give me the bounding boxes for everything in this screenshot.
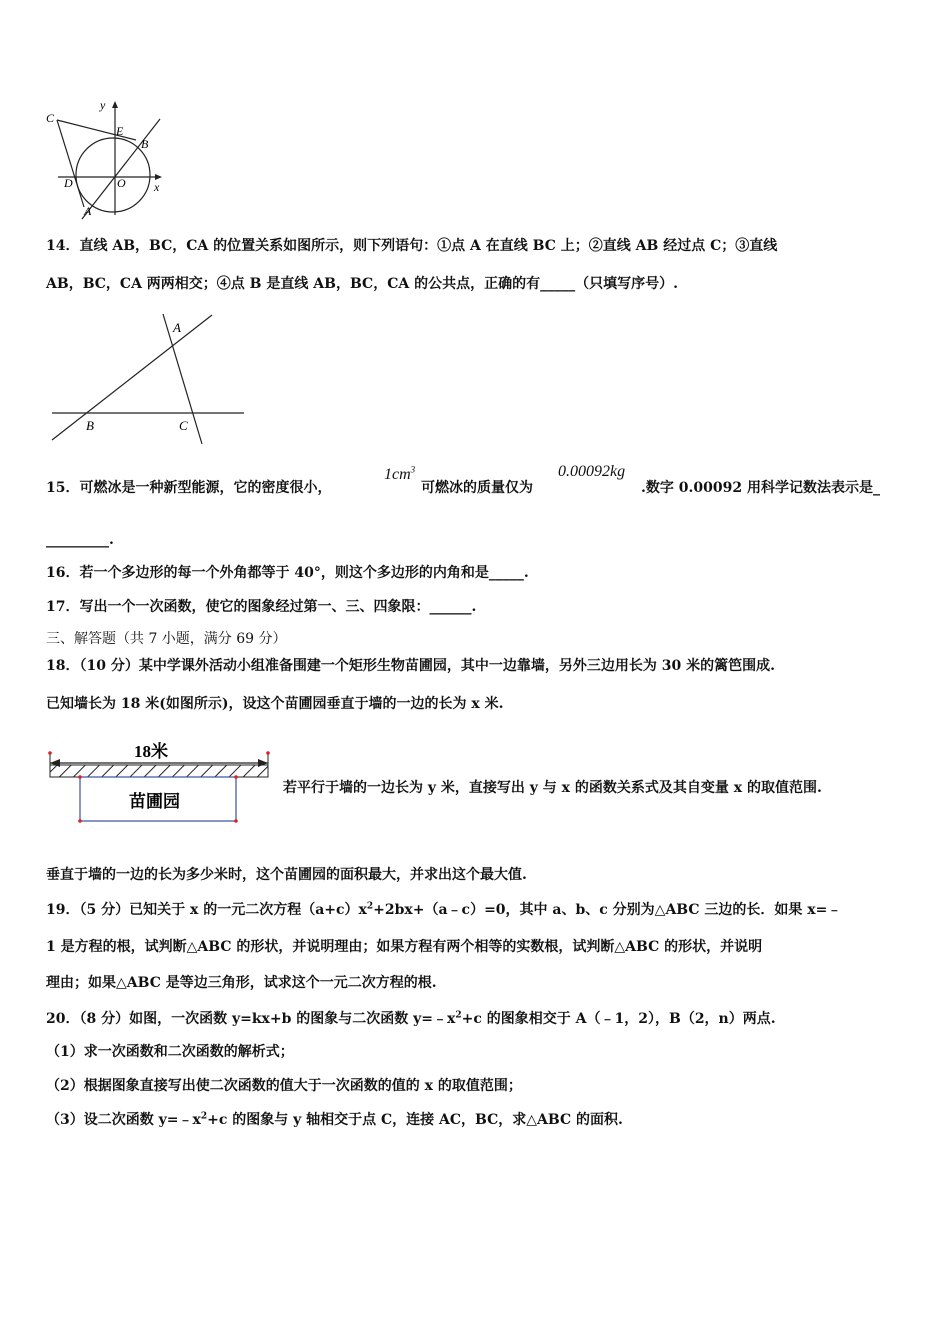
q14-lines-figure (48, 310, 248, 450)
q15-math-volume: $1cm^3$ (384, 464, 416, 483)
q13-label-a: A (84, 204, 92, 218)
q13-label-x: x (154, 180, 160, 194)
q14-label-a: A (173, 320, 181, 335)
q13-label-c: C (46, 111, 55, 125)
section-3-heading: 三、解答题（共 7 小题，满分 69 分） (46, 631, 287, 647)
q16: 16．若一个多边形的每一个外角都等于 40°，则这个多边形的内角和是_____. (46, 565, 529, 581)
q20-line1: 20．（8 分）如图，一次函数 y=kx+b 的图象与二次函数 $y=﹣x^2+c$ 的图象相交于 A（﹣1，2），B（2，n）两点. (46, 1010, 776, 1027)
q13-label-o: O (117, 176, 126, 190)
q18-wall-label: 18米 (134, 742, 168, 761)
q15-line2: _________. (46, 532, 114, 548)
q13-circle-figure (40, 95, 170, 225)
q19-line3: 理由；如果△ABC 是等边三角形，试求这个一元二次方程的根. (46, 975, 437, 991)
q13-label-b: B (141, 137, 149, 151)
q19-line1: 19．（5 分）已知关于 x 的一元二次方程$(a+c)x^2+2bx+(a﹣c)=0$，其中 a、b、c 分别为△ABC 三边的长．如果 x=﹣ (46, 901, 842, 918)
q20-sub3: （3）设二次函数 $y=﹣x^2+c$ 的图象与 y 轴相交于点 C，连接 AC，BC，求△ABC 的面积. (46, 1111, 623, 1128)
q14-line1: 14．直线 AB，BC，CA 的位置关系如图所示，则下列语句：①点 A 在直线 BC 上；②直线 AB 经过点 C；③直线 (46, 238, 778, 254)
q20-sub1: （1）求一次函数和二次函数的解析式； (46, 1044, 294, 1060)
q15-text-b: 可燃冰的质量仅为 (421, 480, 533, 496)
q19-line2: 1 是方程的根，试判断△ABC 的形状，并说明理由；如果方程有两个相等的实数根，试判断△ABC 的形状，并说明 (46, 939, 763, 955)
q15-math-mass: 0.00092kg (558, 463, 626, 480)
q18-garden-figure (44, 735, 280, 825)
q13-label-y: y (100, 98, 106, 112)
q15-text-a: 15．可燃冰是一种新型能源，它的密度很小， (46, 480, 332, 496)
q13-label-e: E (116, 124, 124, 138)
q18-side-text: 若平行于墙的一边长为 y 米，直接写出 y 与 x 的函数关系式及其自变量 x 的取值范围. (283, 780, 822, 796)
q13-label-d: D (64, 176, 73, 190)
q17: 17．写出一个一次函数，使它的图象经过第一、三、四象限：______. (46, 599, 477, 615)
q14-line2: AB，BC，CA 两两相交；④点 B 是直线 AB，BC，CA 的公共点，正确的有_____（只填写序号）. (46, 276, 678, 292)
q20-sub2: （2）根据图象直接写出使二次函数的值大于一次函数的值的 x 的取值范围； (46, 1078, 522, 1094)
q15-text-c: .数字 0.00092 用科学记数法表示是_ (641, 480, 880, 496)
q18-line2: 已知墙长为 18 米(如图所示)，设这个苗圃园垂直于墙的一边的长为 x 米. (46, 696, 504, 712)
q18-line3: 垂直于墙的一边的长为多少米时，这个苗圃园的面积最大，并求出这个最大值. (46, 867, 527, 883)
q14-label-b: B (86, 418, 94, 433)
q15-line1 (46, 478, 341, 498)
q18-line1: 18．（10 分）某中学课外活动小组准备围建一个矩形生物苗圃园，其中一边靠墙，另外三边用长为 30 米的篱笆围成. (46, 658, 775, 674)
q18-garden-label: 苗圃园 (129, 792, 180, 811)
q14-label-c: C (179, 418, 188, 433)
